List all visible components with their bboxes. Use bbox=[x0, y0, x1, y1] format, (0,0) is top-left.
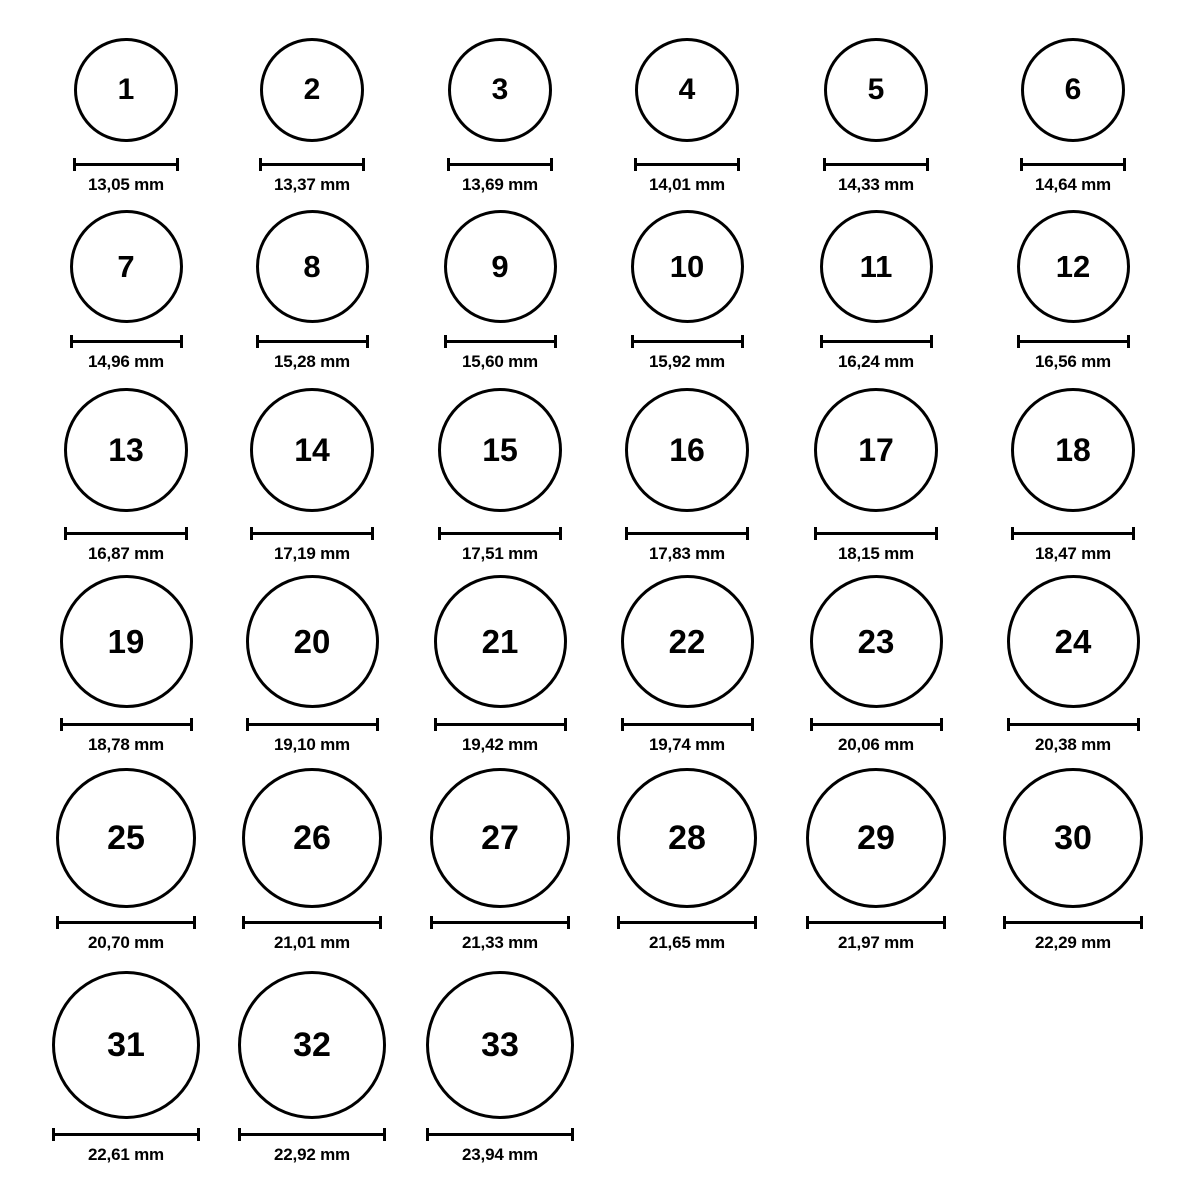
ring-size-number: 17 bbox=[858, 432, 894, 468]
measure-bar-icon bbox=[250, 527, 374, 539]
ring-size-number: 30 bbox=[1054, 819, 1092, 857]
measure-bar-left-cap bbox=[810, 718, 813, 731]
ring-size-number: 31 bbox=[107, 1026, 145, 1064]
ring-diameter-measure bbox=[1011, 527, 1135, 564]
ring-size-number: 29 bbox=[857, 819, 895, 857]
measure-bar-left-cap bbox=[617, 916, 620, 929]
ring-size-number: 19 bbox=[107, 622, 145, 660]
measure-bar-right-cap bbox=[1132, 527, 1135, 540]
ring-diameter-label: 16,56 mm bbox=[1035, 352, 1111, 371]
ring-size-item bbox=[444, 210, 557, 323]
ring-size-item bbox=[52, 971, 200, 1119]
measure-bar-line bbox=[250, 532, 374, 535]
measure-bar-right-cap bbox=[564, 718, 567, 731]
measure-bar-left-cap bbox=[426, 1128, 429, 1141]
measure-bar-line bbox=[242, 921, 382, 924]
measure-bar-right-cap bbox=[930, 335, 933, 348]
ring-size-item bbox=[74, 38, 178, 142]
measure-bar-icon bbox=[806, 916, 946, 928]
ring-diameter-measure bbox=[820, 335, 933, 372]
ring-size-item bbox=[448, 38, 552, 142]
measure-bar-icon bbox=[238, 1128, 386, 1140]
ring-size-number: 18 bbox=[1055, 432, 1091, 468]
measure-bar-icon bbox=[1020, 158, 1126, 170]
measure-bar-icon bbox=[60, 718, 193, 730]
ring-size-number: 10 bbox=[669, 248, 705, 284]
ring-size-item bbox=[635, 38, 739, 142]
measure-bar-right-cap bbox=[383, 1128, 386, 1141]
measure-bar-icon bbox=[246, 718, 379, 730]
measure-bar-right-cap bbox=[1140, 916, 1143, 929]
ring-diameter-measure bbox=[56, 916, 196, 953]
measure-bar-right-cap bbox=[190, 718, 193, 731]
ring-size-number: 22 bbox=[668, 622, 706, 660]
measure-bar-icon bbox=[430, 916, 570, 928]
measure-bar-left-cap bbox=[823, 158, 826, 171]
measure-bar-line bbox=[246, 723, 379, 726]
ring-diameter-measure bbox=[625, 527, 749, 564]
ring-diameter-measure bbox=[73, 158, 179, 195]
measure-bar-right-cap bbox=[550, 158, 553, 171]
ring-size-item bbox=[438, 388, 562, 512]
measure-bar-left-cap bbox=[806, 916, 809, 929]
ring-diameter-measure bbox=[426, 1128, 574, 1165]
measure-bar-right-cap bbox=[567, 916, 570, 929]
ring-size-number: 25 bbox=[107, 819, 145, 857]
measure-bar-right-cap bbox=[366, 335, 369, 348]
measure-bar-left-cap bbox=[434, 718, 437, 731]
ring-diameter-label: 17,19 mm bbox=[274, 544, 350, 563]
ring-size-number: 8 bbox=[303, 248, 321, 284]
ring-size-item bbox=[1017, 210, 1130, 323]
ring-diameter-measure bbox=[810, 718, 943, 755]
ring-circle bbox=[52, 971, 200, 1119]
measure-bar-line bbox=[1011, 532, 1135, 535]
ring-diameter-measure bbox=[256, 335, 369, 372]
measure-bar-icon bbox=[1011, 527, 1135, 539]
ring-size-number: 23 bbox=[857, 622, 895, 660]
ring-size-number: 21 bbox=[481, 622, 519, 660]
ring-diameter-label: 22,61 mm bbox=[88, 1145, 164, 1164]
measure-bar-right-cap bbox=[197, 1128, 200, 1141]
measure-bar-line bbox=[64, 532, 188, 535]
measure-bar-right-cap bbox=[376, 718, 379, 731]
ring-diameter-measure bbox=[52, 1128, 200, 1165]
ring-diameter-measure bbox=[259, 158, 365, 195]
ring-diameter-label: 15,92 mm bbox=[649, 352, 725, 371]
measure-bar-right-cap bbox=[1127, 335, 1130, 348]
measure-bar-line bbox=[820, 340, 933, 343]
ring-size-item bbox=[64, 388, 188, 512]
ring-circle bbox=[448, 38, 552, 142]
measure-bar-icon bbox=[70, 335, 183, 347]
measure-bar-line bbox=[1007, 723, 1140, 726]
measure-bar-left-cap bbox=[56, 916, 59, 929]
ring-diameter-measure bbox=[64, 527, 188, 564]
ring-size-number: 12 bbox=[1055, 248, 1091, 284]
measure-bar-line bbox=[823, 163, 929, 166]
ring-circle bbox=[635, 38, 739, 142]
ring-size-item bbox=[434, 575, 567, 708]
ring-circle bbox=[810, 575, 943, 708]
ring-circle bbox=[246, 575, 379, 708]
ring-circle bbox=[631, 210, 744, 323]
ring-size-number: 2 bbox=[303, 73, 321, 106]
measure-bar-line bbox=[1003, 921, 1143, 924]
ring-diameter-label: 21,33 mm bbox=[462, 933, 538, 952]
measure-bar-line bbox=[806, 921, 946, 924]
ring-size-item bbox=[256, 210, 369, 323]
ring-diameter-label: 14,96 mm bbox=[88, 352, 164, 371]
measure-bar-right-cap bbox=[571, 1128, 574, 1141]
ring-diameter-measure bbox=[242, 916, 382, 953]
ring-circle bbox=[1021, 38, 1125, 142]
ring-diameter-measure bbox=[634, 158, 740, 195]
ring-size-number: 20 bbox=[293, 622, 331, 660]
measure-bar-left-cap bbox=[242, 916, 245, 929]
measure-bar-icon bbox=[810, 718, 943, 730]
ring-circle bbox=[621, 575, 754, 708]
ring-diameter-label: 22,92 mm bbox=[274, 1145, 350, 1164]
ring-size-number: 13 bbox=[108, 432, 144, 468]
ring-diameter-measure bbox=[444, 335, 557, 372]
measure-bar-line bbox=[814, 532, 938, 535]
ring-diameter-label: 22,29 mm bbox=[1035, 933, 1111, 952]
ring-size-item bbox=[260, 38, 364, 142]
ring-size-item bbox=[238, 971, 386, 1119]
measure-bar-icon bbox=[814, 527, 938, 539]
ring-diameter-label: 20,70 mm bbox=[88, 933, 164, 952]
ring-circle bbox=[434, 575, 567, 708]
measure-bar-line bbox=[60, 723, 193, 726]
ring-size-number: 4 bbox=[678, 73, 696, 106]
ring-diameter-label: 13,69 mm bbox=[462, 175, 538, 194]
measure-bar-left-cap bbox=[1017, 335, 1020, 348]
measure-bar-left-cap bbox=[238, 1128, 241, 1141]
measure-bar-left-cap bbox=[430, 916, 433, 929]
ring-size-number: 27 bbox=[481, 819, 519, 857]
measure-bar-left-cap bbox=[1007, 718, 1010, 731]
measure-bar-icon bbox=[1017, 335, 1130, 347]
ring-diameter-measure bbox=[250, 527, 374, 564]
ring-size-item bbox=[625, 388, 749, 512]
ring-diameter-label: 21,01 mm bbox=[274, 933, 350, 952]
measure-bar-line bbox=[238, 1133, 386, 1136]
measure-bar-line bbox=[444, 340, 557, 343]
ring-circle bbox=[617, 768, 757, 908]
ring-diameter-label: 16,87 mm bbox=[88, 544, 164, 563]
measure-bar-left-cap bbox=[814, 527, 817, 540]
measure-bar-line bbox=[631, 340, 744, 343]
ring-diameter-measure bbox=[621, 718, 754, 755]
measure-bar-right-cap bbox=[185, 527, 188, 540]
ring-circle bbox=[820, 210, 933, 323]
ring-diameter-label: 19,74 mm bbox=[649, 735, 725, 754]
measure-bar-line bbox=[426, 1133, 574, 1136]
ring-size-item bbox=[246, 575, 379, 708]
ring-size-item bbox=[250, 388, 374, 512]
measure-bar-right-cap bbox=[1137, 718, 1140, 731]
ring-diameter-measure bbox=[430, 916, 570, 953]
ring-size-number: 7 bbox=[117, 248, 135, 284]
ring-circle bbox=[250, 388, 374, 512]
ring-diameter-measure bbox=[60, 718, 193, 755]
measure-bar-right-cap bbox=[176, 158, 179, 171]
measure-bar-line bbox=[621, 723, 754, 726]
measure-bar-icon bbox=[617, 916, 757, 928]
measure-bar-line bbox=[56, 921, 196, 924]
ring-diameter-measure bbox=[806, 916, 946, 953]
measure-bar-left-cap bbox=[250, 527, 253, 540]
measure-bar-icon bbox=[634, 158, 740, 170]
ring-size-item bbox=[56, 768, 196, 908]
ring-size-number: 3 bbox=[491, 73, 509, 106]
measure-bar-left-cap bbox=[64, 527, 67, 540]
ring-diameter-label: 14,64 mm bbox=[1035, 175, 1111, 194]
measure-bar-right-cap bbox=[926, 158, 929, 171]
ring-diameter-label: 15,60 mm bbox=[462, 352, 538, 371]
measure-bar-icon bbox=[444, 335, 557, 347]
measure-bar-line bbox=[430, 921, 570, 924]
ring-diameter-measure bbox=[70, 335, 183, 372]
measure-bar-left-cap bbox=[73, 158, 76, 171]
measure-bar-icon bbox=[242, 916, 382, 928]
ring-size-item bbox=[70, 210, 183, 323]
ring-diameter-measure bbox=[617, 916, 757, 953]
measure-bar-right-cap bbox=[559, 527, 562, 540]
measure-bar-icon bbox=[631, 335, 744, 347]
measure-bar-icon bbox=[1007, 718, 1140, 730]
measure-bar-line bbox=[434, 723, 567, 726]
measure-bar-right-cap bbox=[741, 335, 744, 348]
measure-bar-left-cap bbox=[634, 158, 637, 171]
measure-bar-icon bbox=[256, 335, 369, 347]
ring-diameter-label: 18,78 mm bbox=[88, 735, 164, 754]
ring-size-item bbox=[242, 768, 382, 908]
ring-diameter-label: 13,05 mm bbox=[88, 175, 164, 194]
measure-bar-icon bbox=[823, 158, 929, 170]
ring-diameter-measure bbox=[246, 718, 379, 755]
ring-diameter-measure bbox=[434, 718, 567, 755]
ring-size-item bbox=[621, 575, 754, 708]
ring-size-number: 32 bbox=[293, 1026, 331, 1064]
ring-size-item bbox=[1003, 768, 1143, 908]
ring-size-item bbox=[824, 38, 928, 142]
ring-diameter-label: 21,65 mm bbox=[649, 933, 725, 952]
ring-circle bbox=[824, 38, 928, 142]
measure-bar-line bbox=[447, 163, 553, 166]
ring-circle bbox=[256, 210, 369, 323]
ring-diameter-measure bbox=[814, 527, 938, 564]
measure-bar-right-cap bbox=[754, 916, 757, 929]
measure-bar-icon bbox=[625, 527, 749, 539]
measure-bar-right-cap bbox=[554, 335, 557, 348]
ring-diameter-measure bbox=[1003, 916, 1143, 953]
measure-bar-right-cap bbox=[379, 916, 382, 929]
measure-bar-icon bbox=[259, 158, 365, 170]
ring-diameter-label: 20,38 mm bbox=[1035, 735, 1111, 754]
ring-diameter-label: 19,42 mm bbox=[462, 735, 538, 754]
measure-bar-icon bbox=[1003, 916, 1143, 928]
measure-bar-line bbox=[70, 340, 183, 343]
ring-size-item bbox=[1021, 38, 1125, 142]
measure-bar-icon bbox=[426, 1128, 574, 1140]
measure-bar-right-cap bbox=[943, 916, 946, 929]
ring-size-item bbox=[426, 971, 574, 1119]
measure-bar-icon bbox=[64, 527, 188, 539]
ring-circle bbox=[56, 768, 196, 908]
ring-size-item bbox=[814, 388, 938, 512]
measure-bar-left-cap bbox=[70, 335, 73, 348]
measure-bar-left-cap bbox=[256, 335, 259, 348]
measure-bar-line bbox=[1017, 340, 1130, 343]
ring-size-number: 5 bbox=[867, 73, 885, 106]
measure-bar-line bbox=[617, 921, 757, 924]
ring-diameter-label: 14,33 mm bbox=[838, 175, 914, 194]
measure-bar-icon bbox=[73, 158, 179, 170]
ring-size-item bbox=[617, 768, 757, 908]
measure-bar-icon bbox=[447, 158, 553, 170]
ring-circle bbox=[60, 575, 193, 708]
ring-diameter-measure bbox=[823, 158, 929, 195]
measure-bar-right-cap bbox=[362, 158, 365, 171]
ring-circle bbox=[438, 388, 562, 512]
ring-circle bbox=[74, 38, 178, 142]
ring-size-number: 33 bbox=[481, 1026, 519, 1064]
ring-diameter-measure bbox=[447, 158, 553, 195]
measure-bar-left-cap bbox=[60, 718, 63, 731]
measure-bar-right-cap bbox=[940, 718, 943, 731]
ring-size-number: 1 bbox=[117, 73, 135, 106]
measure-bar-right-cap bbox=[737, 158, 740, 171]
ring-diameter-label: 17,83 mm bbox=[649, 544, 725, 563]
ring-size-item bbox=[1011, 388, 1135, 512]
ring-size-number: 6 bbox=[1064, 73, 1082, 106]
ring-size-item bbox=[820, 210, 933, 323]
ring-diameter-label: 23,94 mm bbox=[462, 1145, 538, 1164]
ring-circle bbox=[625, 388, 749, 512]
ring-diameter-label: 18,47 mm bbox=[1035, 544, 1111, 563]
ring-size-number: 11 bbox=[859, 248, 893, 284]
measure-bar-left-cap bbox=[259, 158, 262, 171]
ring-size-number: 24 bbox=[1054, 622, 1092, 660]
ring-diameter-label: 13,37 mm bbox=[274, 175, 350, 194]
ring-size-item bbox=[631, 210, 744, 323]
measure-bar-right-cap bbox=[371, 527, 374, 540]
ring-diameter-measure bbox=[1017, 335, 1130, 372]
ring-circle bbox=[1011, 388, 1135, 512]
measure-bar-line bbox=[438, 532, 562, 535]
measure-bar-right-cap bbox=[935, 527, 938, 540]
measure-bar-right-cap bbox=[751, 718, 754, 731]
measure-bar-icon bbox=[820, 335, 933, 347]
ring-diameter-measure bbox=[1020, 158, 1126, 195]
ring-diameter-measure bbox=[631, 335, 744, 372]
measure-bar-left-cap bbox=[621, 718, 624, 731]
measure-bar-left-cap bbox=[1003, 916, 1006, 929]
measure-bar-left-cap bbox=[52, 1128, 55, 1141]
ring-size-item bbox=[430, 768, 570, 908]
ring-circle bbox=[1007, 575, 1140, 708]
measure-bar-line bbox=[259, 163, 365, 166]
ring-circle bbox=[238, 971, 386, 1119]
ring-diameter-label: 19,10 mm bbox=[274, 735, 350, 754]
measure-bar-right-cap bbox=[180, 335, 183, 348]
ring-size-item bbox=[810, 575, 943, 708]
ring-circle bbox=[444, 210, 557, 323]
ring-diameter-label: 18,15 mm bbox=[838, 544, 914, 563]
ring-circle bbox=[260, 38, 364, 142]
ring-diameter-label: 17,51 mm bbox=[462, 544, 538, 563]
ring-size-item bbox=[60, 575, 193, 708]
measure-bar-left-cap bbox=[444, 335, 447, 348]
ring-diameter-measure bbox=[438, 527, 562, 564]
ring-size-number: 9 bbox=[491, 248, 509, 284]
measure-bar-line bbox=[52, 1133, 200, 1136]
measure-bar-left-cap bbox=[246, 718, 249, 731]
measure-bar-right-cap bbox=[746, 527, 749, 540]
measure-bar-left-cap bbox=[447, 158, 450, 171]
ring-size-number: 14 bbox=[294, 432, 330, 468]
measure-bar-line bbox=[73, 163, 179, 166]
ring-size-number: 16 bbox=[669, 432, 705, 468]
ring-size-number: 15 bbox=[482, 432, 518, 468]
measure-bar-left-cap bbox=[820, 335, 823, 348]
ring-diameter-label: 14,01 mm bbox=[649, 175, 725, 194]
ring-circle bbox=[1017, 210, 1130, 323]
measure-bar-icon bbox=[434, 718, 567, 730]
measure-bar-icon bbox=[52, 1128, 200, 1140]
ring-circle bbox=[242, 768, 382, 908]
measure-bar-line bbox=[1020, 163, 1126, 166]
measure-bar-icon bbox=[438, 527, 562, 539]
measure-bar-icon bbox=[56, 916, 196, 928]
ring-circle bbox=[426, 971, 574, 1119]
measure-bar-left-cap bbox=[1011, 527, 1014, 540]
measure-bar-line bbox=[625, 532, 749, 535]
ring-diameter-label: 16,24 mm bbox=[838, 352, 914, 371]
measure-bar-line bbox=[810, 723, 943, 726]
ring-circle bbox=[1003, 768, 1143, 908]
ring-circle bbox=[70, 210, 183, 323]
ring-diameter-label: 15,28 mm bbox=[274, 352, 350, 371]
measure-bar-left-cap bbox=[631, 335, 634, 348]
measure-bar-line bbox=[634, 163, 740, 166]
ring-size-number: 26 bbox=[293, 819, 331, 857]
ring-diameter-label: 20,06 mm bbox=[838, 735, 914, 754]
ring-circle bbox=[806, 768, 946, 908]
ring-circle bbox=[64, 388, 188, 512]
ring-diameter-measure bbox=[238, 1128, 386, 1165]
ring-size-number: 28 bbox=[668, 819, 706, 857]
measure-bar-right-cap bbox=[1123, 158, 1126, 171]
ring-diameter-measure bbox=[1007, 718, 1140, 755]
measure-bar-left-cap bbox=[438, 527, 441, 540]
measure-bar-right-cap bbox=[193, 916, 196, 929]
ring-circle bbox=[814, 388, 938, 512]
ring-size-item bbox=[806, 768, 946, 908]
measure-bar-left-cap bbox=[1020, 158, 1023, 171]
ring-circle bbox=[430, 768, 570, 908]
ring-diameter-label: 21,97 mm bbox=[838, 933, 914, 952]
measure-bar-left-cap bbox=[625, 527, 628, 540]
measure-bar-line bbox=[256, 340, 369, 343]
ring-size-item bbox=[1007, 575, 1140, 708]
measure-bar-icon bbox=[621, 718, 754, 730]
